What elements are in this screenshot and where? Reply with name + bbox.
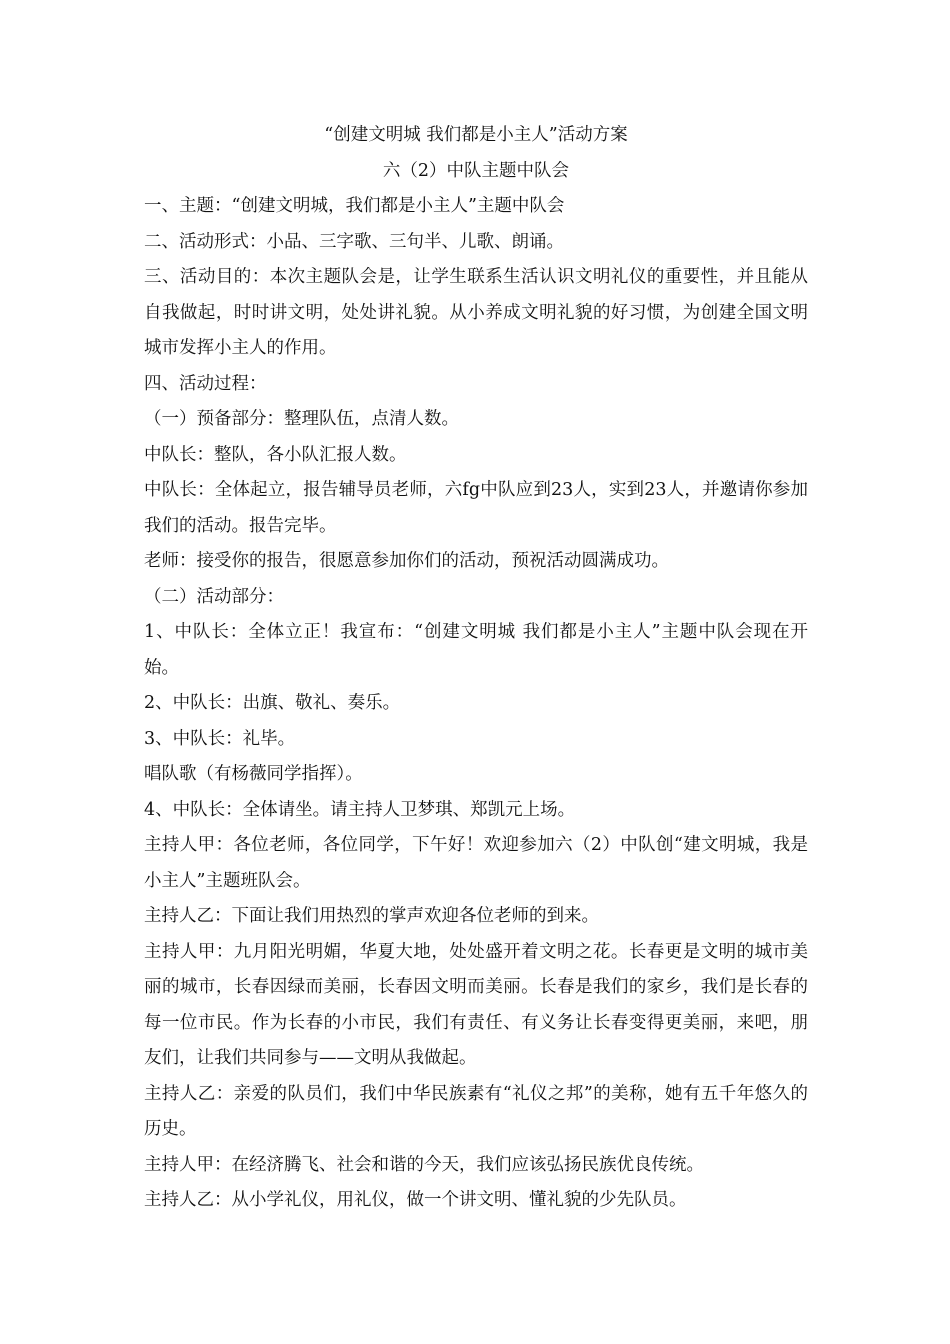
- paragraph-step-1: 1、中队长：全体立正！我宣布：“创建文明城 我们都是小主人”主题中队会现在开始。: [144, 622, 808, 678]
- paragraph-host-b-3: 主持人乙：从小学礼仪，用礼仪，做一个讲文明、懂礼貌的少先队员。: [144, 1190, 687, 1210]
- paragraph-squad-leader-2: 中队长：全体起立，报告辅导员老师，六fg中队应到23人，实到23人，并邀请你参加我们的活动。报告完毕。: [144, 480, 808, 536]
- paragraph-activity-purpose: 三、活动目的：本次主题队会是，让学生联系生活认识文明礼仪的重要性，并且能从自我做起，时时讲文明，处处讲礼貌。从小养成文明礼貌的好习惯，为创建全国文明城市发挥小主人的作用。: [144, 267, 808, 358]
- paragraph-host-a-3: 主持人甲：在经济腾飞、社会和谐的今天，我们应该弘扬民族优良传统。: [144, 1154, 704, 1175]
- paragraph-activity-heading: （二）活动部分：: [144, 586, 284, 607]
- paragraph-step-4: 4、中队长：全体请坐。请主持人卫梦琪、郑凯元上场。: [144, 799, 576, 820]
- paragraph-preparation: （一）预备部分：整理队伍，点清人数。: [144, 409, 459, 429]
- paragraph-activity-form: 二、活动形式：小品、三字歌、三句半、儿歌、朗诵。: [144, 231, 564, 252]
- document-body: [144, 118, 808, 1219]
- paragraph-process-heading: 四、活动过程：: [144, 373, 267, 394]
- document-title: “创建文明城 我们都是小主人”活动方案: [324, 125, 628, 145]
- paragraph-anthem: 唱队歌（有杨薇同学指挥）。: [144, 764, 363, 784]
- paragraph-host-a-1: 主持人甲：各位老师，各位同学，下午好！欢迎参加六（2）中队创“建文明城，我是小主人”主题班队会。: [144, 835, 808, 891]
- paragraph-step-3: 3、中队长：礼毕。: [144, 728, 296, 749]
- paragraph-theme: 一、主题：“创建文明城，我们都是小主人”主题中队会: [144, 196, 565, 216]
- document-subtitle: 六（2）中队主题中队会: [382, 160, 570, 181]
- paragraph-step-2: 2、中队长：出旗、敬礼、奏乐。: [144, 693, 401, 713]
- paragraph-host-a-2: 主持人甲：九月阳光明媚，华夏大地，处处盛开着文明之花。长春更是文明的城市美丽的城市，长春因绿而美丽，长春因文明而美丽。长春是我们的家乡，我们是长春的每一位市民。作为长春的小市民，我们有责任、有义务让长春变得更美丽，来吧，朋友们，让我们共同参与——文明从我做起。: [144, 941, 808, 1068]
- paragraph-teacher: 老师：接受你的报告，很愿意参加你们的活动，预祝活动圆满成功。: [144, 551, 669, 571]
- paragraph-host-b-1: 主持人乙：下面让我们用热烈的掌声欢迎各位老师的到来。: [144, 906, 599, 926]
- paragraph-host-b-2: 主持人乙：亲爱的队员们，我们中华民族素有“礼仪之邦”的美称，她有五千年悠久的历史。: [144, 1083, 808, 1139]
- paragraph-squad-leader-1: 中队长：整队，各小队汇报人数。: [144, 444, 407, 465]
